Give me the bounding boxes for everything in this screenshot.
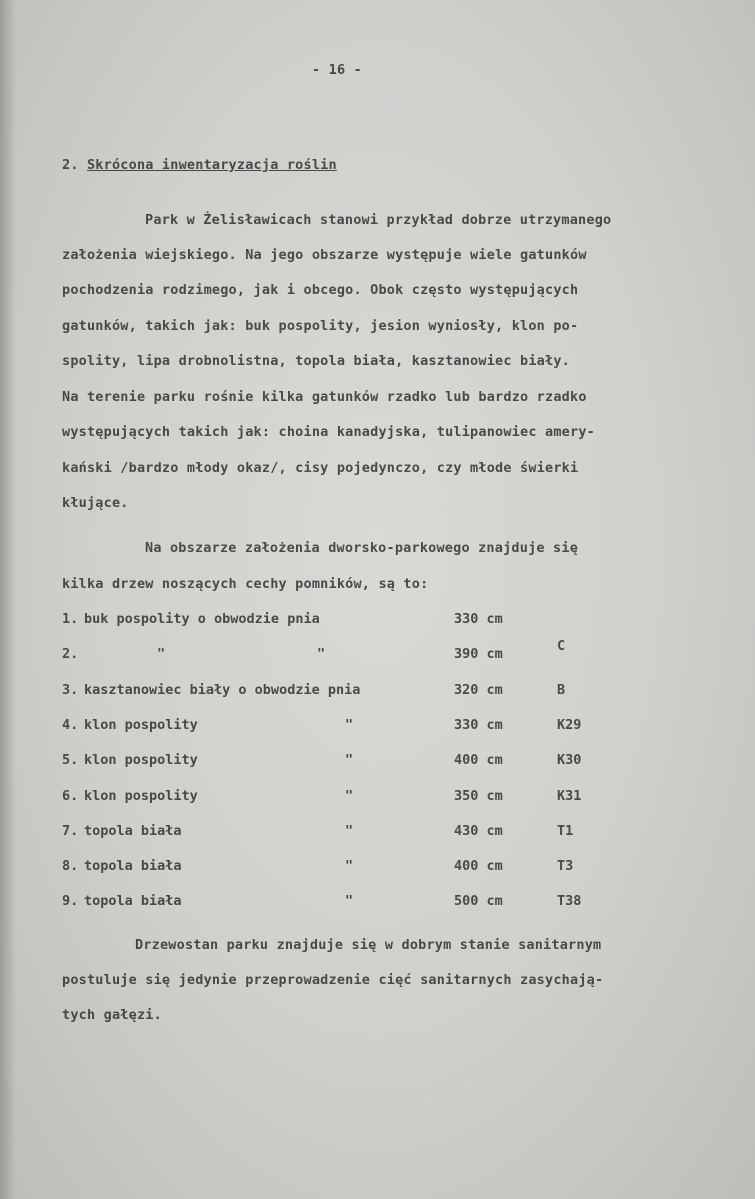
tree-ditto-mark: " [345, 893, 354, 909]
tree-number: 5. [62, 752, 79, 768]
tree-measurement: 400 cm [454, 752, 503, 768]
tree-code: C [557, 638, 566, 654]
tree-measurement: 330 cm [454, 611, 503, 627]
paragraph-1-line: kański /bardzo młody okaz/, cisy pojedynczo, czy młode świerki [62, 460, 579, 476]
paragraph-1-line: spolity, lipa drobnolistna, topola biała, kasztanowiec biały. [62, 353, 570, 369]
tree-ditto-mark: " [345, 823, 354, 839]
tree-row [62, 788, 702, 806]
tree-ditto-mark: " [345, 717, 354, 733]
tree-code: T38 [557, 893, 582, 909]
tree-measurement: 330 cm [454, 717, 503, 733]
tree-number: 9. [62, 893, 79, 909]
tree-name: klon pospolity [84, 717, 198, 733]
section-number: 2. [62, 157, 79, 173]
paragraph-2-line: Na obszarze założenia dworsko-parkowego znajduje się [145, 540, 579, 556]
tree-measurement: 320 cm [454, 682, 503, 698]
paragraph-1-line: gatunków, takich jak: buk pospolity, jesion wyniosły, klon po- [62, 318, 579, 334]
tree-measurement: 400 cm [454, 858, 503, 874]
section-heading [62, 157, 337, 173]
tree-code: T3 [557, 858, 574, 874]
tree-row [62, 682, 702, 700]
tree-ditto-mark: " [317, 646, 326, 662]
tree-number: 6. [62, 788, 79, 804]
tree-name: topola biała [84, 858, 182, 874]
tree-row [62, 823, 702, 841]
section-title: Skrócona inwentaryzacja roślin [86, 157, 337, 173]
tree-row [62, 638, 702, 664]
tree-ditto-mark: " [345, 752, 354, 768]
tree-row [62, 858, 702, 876]
page-number: - 16 - [312, 62, 362, 78]
paragraph-3-line: tych gałęzi. [62, 1007, 162, 1023]
tree-number: 1. [62, 611, 79, 627]
tree-number: 3. [62, 682, 79, 698]
tree-row [62, 752, 702, 770]
paragraph-1-line: Na terenie parku rośnie kilka gatunków rzadko lub bardzo rzadko [62, 389, 587, 405]
paragraph-1-line: założenia wiejskiego. Na jego obszarze występuje wiele gatunków [62, 247, 587, 263]
tree-name: buk pospolity o obwodzie pnia [84, 611, 320, 627]
tree-name: klon pospolity [84, 752, 198, 768]
tree-code: K31 [557, 788, 582, 804]
tree-code: K29 [557, 717, 582, 733]
paragraph-1-line: Park w Żelisławicach stanowi przykład dobrze utrzymanego [145, 212, 612, 228]
tree-row [62, 717, 702, 735]
paragraph-3-line: Drzewostan parku znajduje się w dobrym stanie sanitarnym [135, 937, 602, 953]
paragraph-1-line: kłujące. [62, 495, 129, 511]
tree-measurement: 350 cm [454, 788, 503, 804]
tree-code: T1 [557, 823, 574, 839]
paragraph-1-line: pochodzenia rodzimego, jak i obcego. Obok często występujących [62, 282, 579, 298]
tree-measurement: 390 cm [454, 646, 503, 662]
tree-code: K30 [557, 752, 582, 768]
paragraph-3-line: postuluje się jedynie przeprowadzenie cięć sanitarnych zasychają- [62, 972, 604, 988]
tree-name: kasztanowiec biały o obwodzie pnia [84, 682, 361, 698]
tree-measurement: 430 cm [454, 823, 503, 839]
tree-name: topola biała [84, 893, 182, 909]
tree-name: " [157, 646, 166, 662]
tree-name: topola biała [84, 823, 182, 839]
tree-number: 4. [62, 717, 79, 733]
tree-row [62, 611, 702, 629]
tree-ditto-mark: " [345, 858, 354, 874]
paragraph-1-line: występujących takich jak: choina kanadyjska, tulipanowiec amery- [62, 424, 595, 440]
tree-code: B [557, 682, 566, 698]
tree-row [62, 893, 702, 911]
tree-number: 7. [62, 823, 79, 839]
tree-number: 8. [62, 858, 79, 874]
tree-measurement: 500 cm [454, 893, 503, 909]
page-shadow-edge [0, 0, 16, 1199]
tree-ditto-mark: " [345, 788, 354, 804]
tree-number: 2. [62, 646, 79, 662]
paragraph-2-line: kilka drzew noszących cechy pomników, są to: [62, 576, 429, 592]
tree-name: klon pospolity [84, 788, 198, 804]
